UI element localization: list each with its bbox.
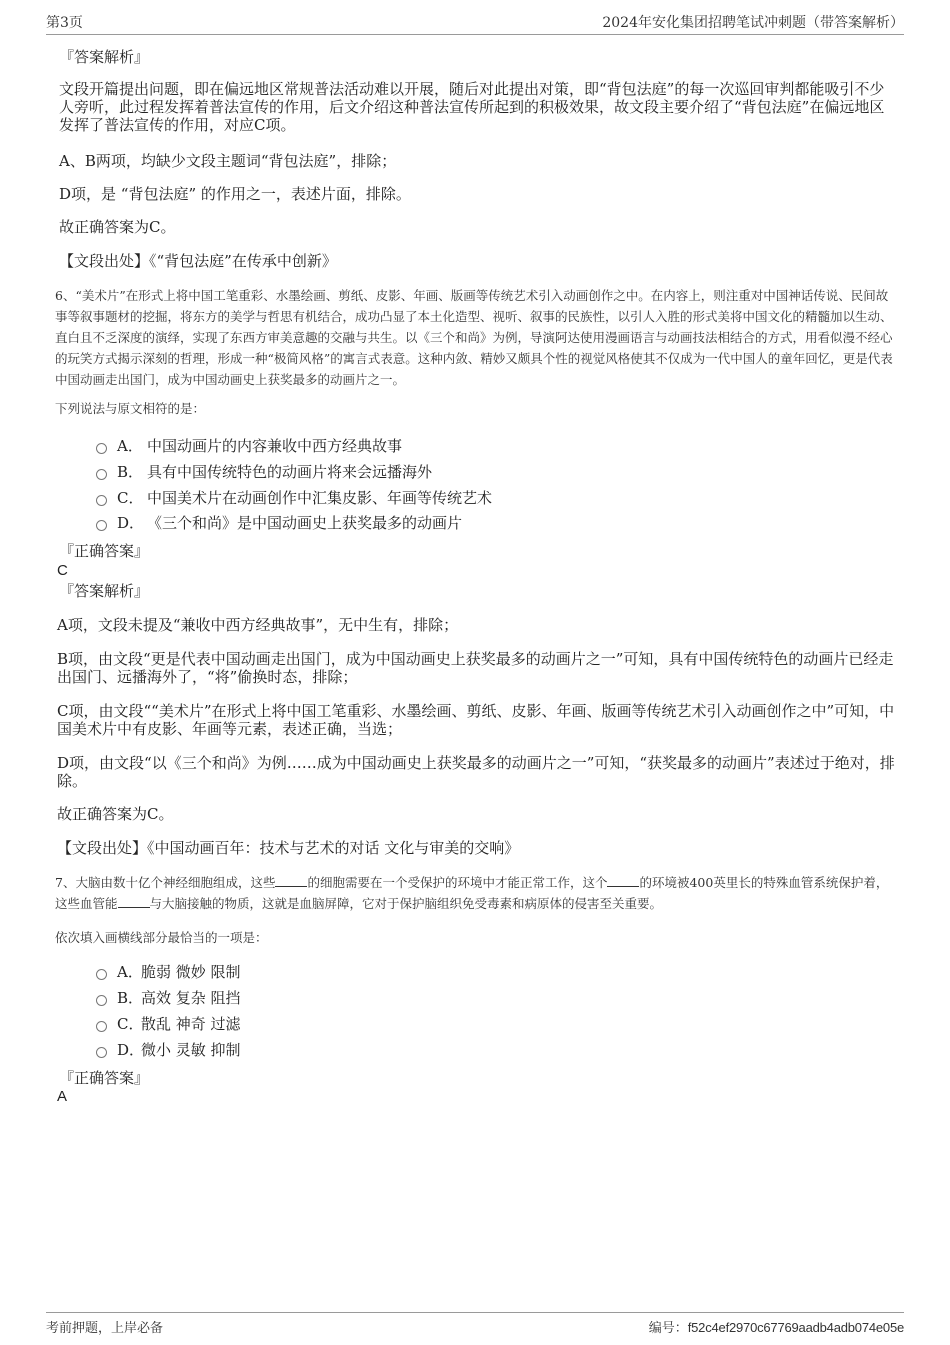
radio-icon[interactable] [96, 1021, 107, 1032]
conclusion: 故正确答案为C。 [57, 805, 174, 823]
page-number: 第3页 [46, 15, 83, 31]
analysis-paragraph: D项，由文段“以《三个和尚》为例……成为中国动画史上获奖最多的动画片之一”可知，“获奖最多的动画片”表述过于绝对，排除。 [57, 754, 895, 790]
question-stem: 6、“美术片”在形式上将中国工笔重彩、水墨绘画、剪纸、皮影、年画、版画等传统艺术引入动画创作之中。在内容上，则注重对中国神话传说、民间故事等叙事题材的挖掘，将东方的美学与哲思有机结合，成功凸显了本土化造型、视听、叙事的民族性，以引人入胜的形式美将中国文化的精髓加以生动、直白且不乏深度的演绎，实现了东西方审美意趣的交融与共生。以《三个和尚》为例，导演阿达使用漫画语言与动画技法相结合的方式，用看似漫不经心的玩笑方式揭示深刻的哲理，形成一种“极简风格”的寓言式表意。这种内敛、精妙又颇具个性的视觉风格使其不仅成为一代中国人的童年回忆，更是代表中国动画走出国门，成为中国动画史上获奖最多的动画片之一。 [55, 288, 893, 387]
radio-icon[interactable] [96, 969, 107, 980]
radio-icon[interactable] [96, 469, 107, 480]
radio-icon[interactable] [96, 495, 107, 506]
source-citation: 【文段出处】《中国动画百年：技术与艺术的对话 文化与审美的交响》 [57, 839, 520, 857]
question-stem: 7、大脑由数十亿个神经细胞组成，这些 的细胞需要在一个受保护的环境中才能正常工作，这个 的环境被400英里长的特殊血管系统保护着，这些血管能 与大脑接触的物质，这就是血脑屏障，它对于保护脑组织免受毒素和病原体的侵害至关重要。 [55, 875, 889, 911]
option-c[interactable]: C． 中国美术片在动画创作中汇集皮影、年画等传统艺术 [96, 489, 492, 507]
blank-line [275, 874, 307, 887]
source-citation: 【文段出处】《“背包法庭”在传承中创新》 [59, 252, 337, 270]
analysis-heading: 『答案解析』 [59, 48, 150, 66]
blank-line [607, 874, 639, 887]
radio-icon[interactable] [96, 995, 107, 1006]
conclusion: 故正确答案为C。 [59, 218, 176, 236]
option-a[interactable]: A． 脆弱 微妙 限制 [96, 963, 241, 981]
analysis-paragraph: C项，由文段““美术片”在形式上将中国工笔重彩、水墨绘画、剪纸、皮影、年画、版画等传统艺术引入动画创作之中”可知，中国美术片中有皮影、年画等元素，表述正确，当选； [57, 702, 895, 738]
page-header [46, 12, 904, 35]
footer-slogan: 考前押题，上岸必备 [46, 1321, 164, 1336]
radio-icon[interactable] [96, 520, 107, 531]
correct-answer: A [57, 1088, 68, 1105]
document-code: 编号：f52c4ef2970c67769aadb4adb074e05e [648, 1320, 904, 1336]
analysis-heading: 『答案解析』 [59, 582, 150, 600]
option-d[interactable]: D． 微小 灵敏 抑制 [96, 1041, 241, 1059]
radio-icon[interactable] [96, 1047, 107, 1058]
question-prompt: 依次填入画横线部分最恰当的一项是： [55, 930, 268, 945]
analysis-paragraph: D项，是 “背包法庭” 的作用之一，表述片面，排除。 [59, 185, 411, 203]
question-prompt: 下列说法与原文相符的是： [55, 401, 206, 416]
option-d[interactable]: D． 《三个和尚》是中国动画史上获奖最多的动画片 [96, 514, 462, 532]
option-b[interactable]: B． 高效 复杂 阻挡 [96, 989, 241, 1007]
answer-heading: 『正确答案』 [59, 542, 150, 560]
document-title: 2024年安化集团招聘笔试冲刺题（带答案解析） [602, 15, 904, 31]
radio-icon[interactable] [96, 443, 107, 454]
analysis-paragraph: 文段开篇提出问题，即在偏远地区常规普法活动难以开展，随后对此提出对策，即“背包法庭”的每一次巡回审判都能吸引不少人旁听，此过程发挥着普法宣传的作用，后文介绍这种普法宣传所起到的积极效果，故文段主要介绍了“背包法庭”在偏远地区发挥了普法宣传的作用，对应C项。 [59, 80, 885, 134]
blank-line [118, 895, 150, 908]
analysis-paragraph: A、B两项，均缺少文段主题词“背包法庭”，排除； [59, 152, 397, 170]
option-c[interactable]: C． 散乱 神奇 过滤 [96, 1015, 241, 1033]
answer-heading: 『正确答案』 [59, 1069, 150, 1087]
analysis-paragraph: B项，由文段“更是代表中国动画走出国门，成为中国动画史上获奖最多的动画片之一”可知，具有中国传统特色的动画片已经走出国门、远播海外了，“将”偷换时态，排除； [57, 650, 894, 686]
page-footer [46, 1312, 904, 1336]
option-b[interactable]: B． 具有中国传统特色的动画片将来会远播海外 [96, 463, 432, 481]
option-a[interactable]: A． 中国动画片的内容兼收中西方经典故事 [96, 437, 402, 455]
analysis-paragraph: A项，文段未提及“兼收中西方经典故事”，无中生有，排除； [57, 616, 459, 634]
correct-answer: C [57, 562, 68, 579]
